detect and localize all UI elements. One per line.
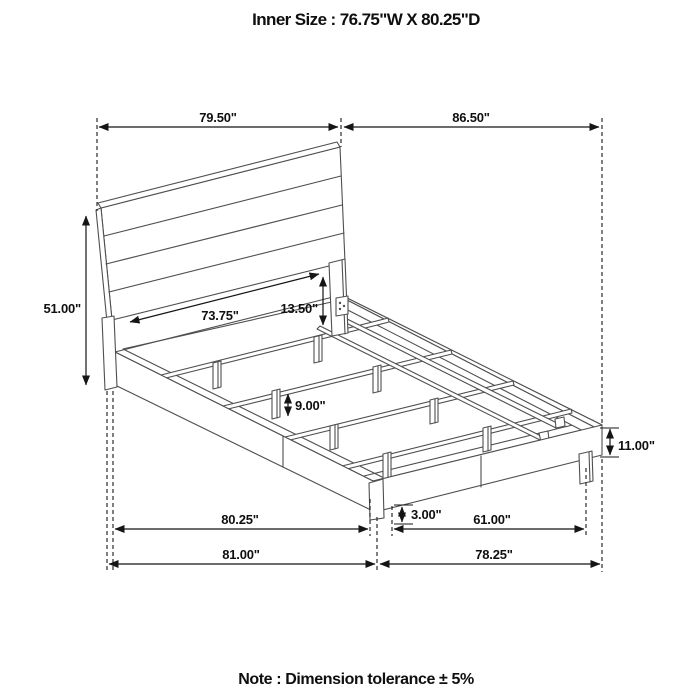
dim-label-foot-clearance: 3.00" bbox=[411, 507, 442, 522]
support-leg bbox=[430, 398, 438, 424]
headboard-left-leg bbox=[102, 316, 117, 390]
dim-label-inner-depth-bottom: 80.25" bbox=[221, 512, 259, 527]
dim-label-footboard-span: 61.00" bbox=[473, 512, 511, 527]
bed-drawing bbox=[96, 142, 602, 520]
support-leg bbox=[483, 426, 491, 452]
inner-size-title: Inner Size : 76.75"W X 80.25"D bbox=[252, 10, 480, 29]
dim-label-headboard-height: 51.00" bbox=[43, 301, 81, 316]
dim-label-slat-leg-height: 9.00" bbox=[295, 398, 326, 413]
dim-label-headboard-to-slats: 13.50" bbox=[280, 301, 318, 316]
support-leg bbox=[330, 424, 338, 450]
bracket-hole bbox=[343, 305, 345, 307]
metal-rail-end-cap bbox=[555, 417, 565, 428]
support-leg bbox=[383, 452, 391, 480]
dim-label-side-rail-height: 11.00" bbox=[618, 438, 655, 453]
dim-label-depth-top: 86.50" bbox=[452, 110, 490, 125]
rail-bracket bbox=[336, 296, 348, 316]
dim-label-headboard-inner-width: 73.75" bbox=[201, 308, 239, 323]
corner-foot bbox=[369, 479, 384, 520]
right-foot bbox=[579, 451, 593, 484]
bracket-hole bbox=[339, 302, 341, 304]
dim-label-width-top: 79.50" bbox=[199, 110, 237, 125]
support-leg bbox=[213, 361, 221, 389]
tolerance-note: Note : Dimension tolerance ± 5% bbox=[238, 671, 474, 688]
dim-label-overall-depth-bottom: 81.00" bbox=[222, 547, 260, 562]
bracket-hole bbox=[339, 308, 341, 310]
support-leg bbox=[314, 335, 322, 363]
support-leg bbox=[272, 389, 280, 419]
dim-label-overall-width-bottom: 78.25" bbox=[475, 547, 513, 562]
support-leg bbox=[373, 365, 381, 393]
